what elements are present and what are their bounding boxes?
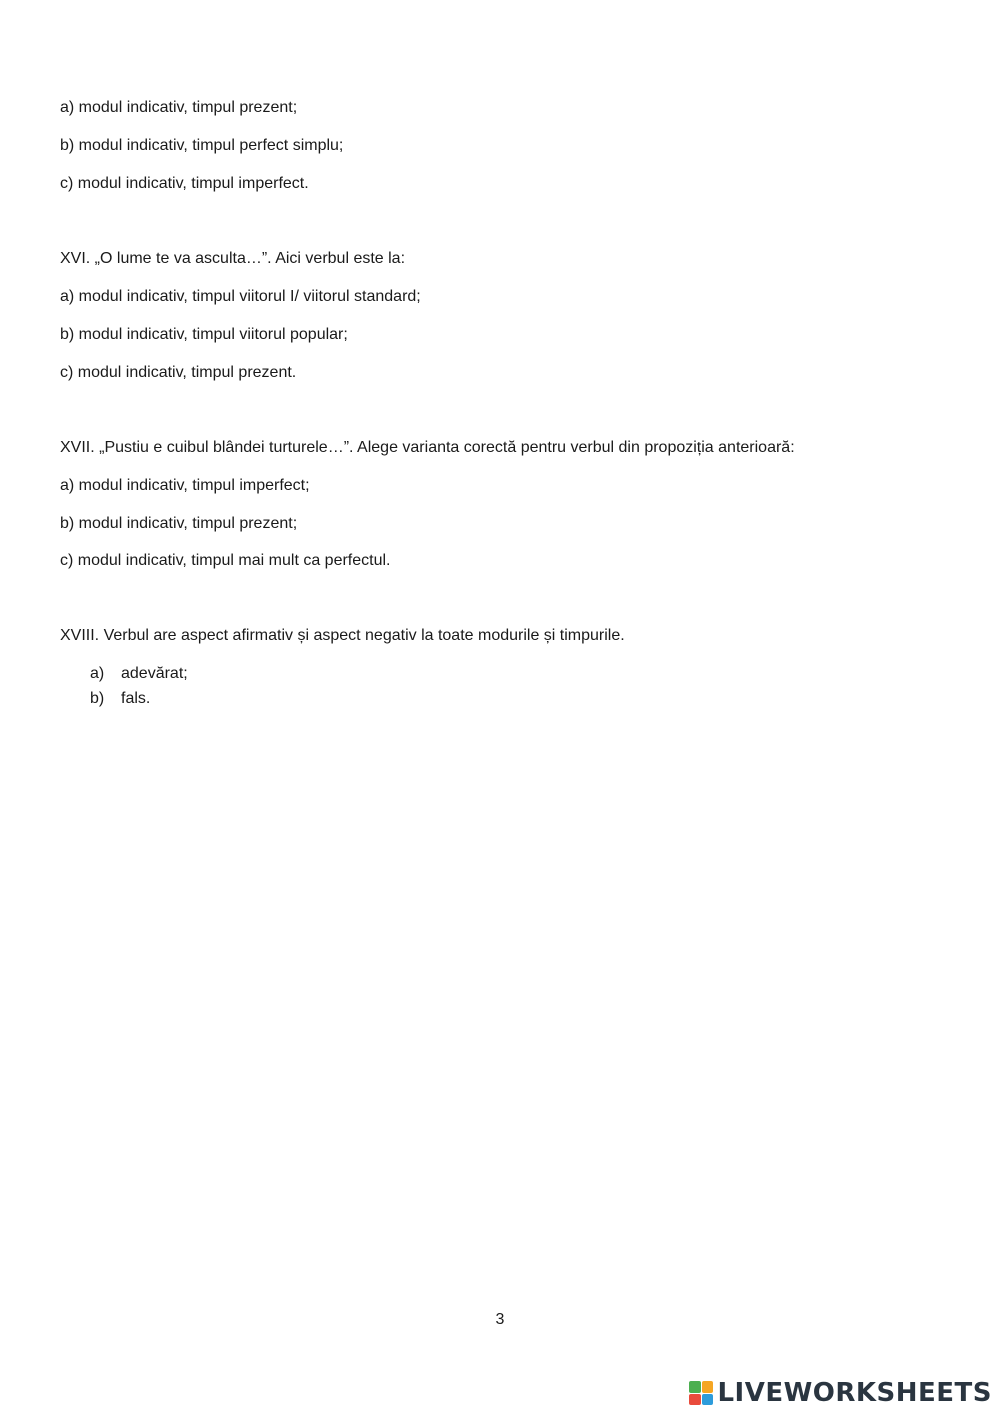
q16-question: XVI. „O lume te va asculta…”. Aici verbul este la: bbox=[60, 250, 406, 267]
logo-square-red bbox=[689, 1394, 701, 1406]
q16-option-c: c) modul indicativ, timpul prezent. bbox=[60, 364, 297, 381]
logo-square-blue bbox=[702, 1394, 714, 1406]
q18-option-a-text: adevărat; bbox=[121, 665, 188, 682]
q18-option-a bbox=[90, 664, 188, 684]
q18-option-b-text: fals. bbox=[121, 690, 151, 707]
logo-square-green bbox=[689, 1381, 701, 1393]
brand-watermark bbox=[689, 1378, 992, 1408]
liveworksheets-logo-icon bbox=[689, 1381, 713, 1405]
page-number: 3 bbox=[495, 1311, 505, 1328]
q18-option-b bbox=[90, 689, 150, 709]
q15-option-c: c) modul indicativ, timpul imperfect. bbox=[60, 175, 309, 192]
q18-option-b-marker: b) bbox=[90, 690, 105, 707]
q15-option-b: b) modul indicativ, timpul perfect simplu; bbox=[60, 137, 344, 154]
brand-name: LIVEWORKSHEETS bbox=[717, 1378, 992, 1408]
q16-option-b: b) modul indicativ, timpul viitorul popular; bbox=[60, 326, 348, 343]
logo-square-orange bbox=[702, 1381, 714, 1393]
q17-option-b: b) modul indicativ, timpul prezent; bbox=[60, 515, 298, 532]
q15-option-a: a) modul indicativ, timpul prezent; bbox=[60, 99, 298, 116]
q18-question: XVIII. Verbul are aspect afirmativ și aspect negativ la toate modurile și timpurile. bbox=[60, 627, 625, 644]
q17-question: XVII. „Pustiu e cuibul blândei turturele…”. Alege varianta corectă pentru verbul din propoziția anterioară: bbox=[60, 439, 795, 456]
q17-option-c: c) modul indicativ, timpul mai mult ca perfectul. bbox=[60, 552, 391, 569]
q17-option-a: a) modul indicativ, timpul imperfect; bbox=[60, 477, 310, 494]
q18-option-a-marker: a) bbox=[90, 665, 105, 682]
q16-option-a: a) modul indicativ, timpul viitorul I/ viitorul standard; bbox=[60, 288, 421, 305]
